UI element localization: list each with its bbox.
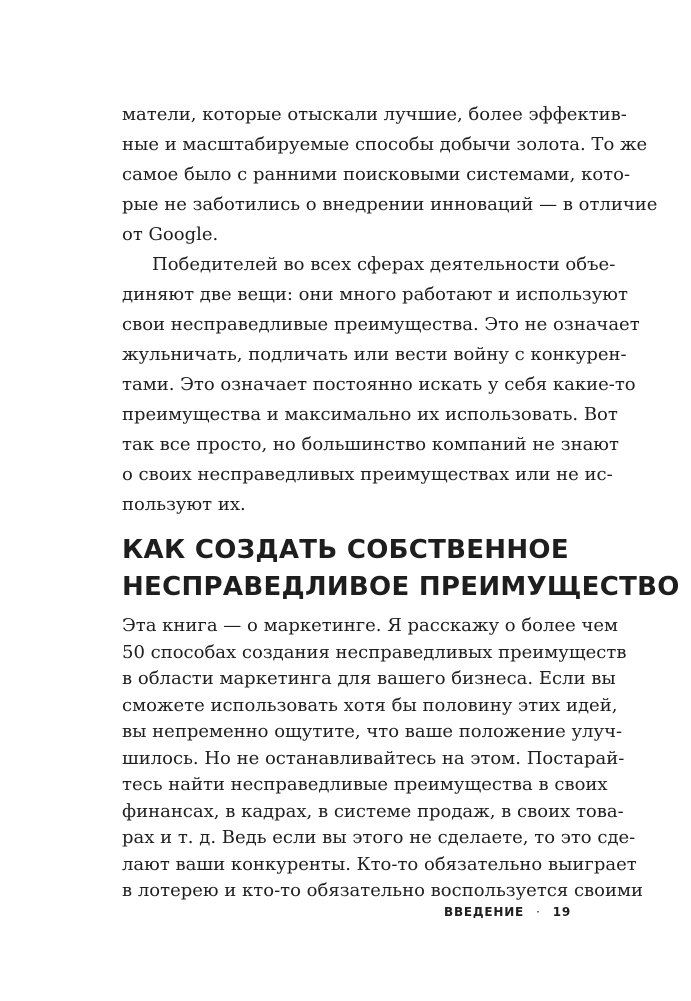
heading-line-2: НЕСПРАВЕДЛИВОЕ ПРЕИМУЩЕСТВО [122,572,680,602]
text-line: преимущества и максимально их использовать. Вот [122,404,618,425]
text-line: жульничать, подличать или вести войну с конкурен- [122,344,627,365]
text-line: так все просто, но большинство компаний не знают [122,434,619,455]
text-line: рах и т. д. Ведь если вы этого не сделаете, то это сде- [122,827,636,848]
text-line: тами. Это означает постоянно искать у себя какие-то [122,374,636,395]
text-line: вы непременно ощутите, что ваше положение улуч- [122,721,623,742]
page-footer [444,905,571,919]
text-line: свои несправедливые преимущества. Это не означает [122,314,640,335]
page-number: 19 [552,905,571,919]
text-line: ные и масштабируемые способы добычи золота. То же [122,134,648,155]
text-line: диняют две вещи: они много работают и используют [122,284,628,305]
text-line: матели, которые отыскали лучшие, более эффектив- [122,104,627,125]
footer-separator: · [536,905,541,919]
text-line: шилось. Но не останавливайтесь на этом. Постарай- [122,747,625,769]
text-line: тесь найти несправедливые преимущества в своих [122,774,608,795]
running-head: ВВЕДЕНИЕ [444,905,525,919]
text-line: Победителей во всех сферах деятельности объе- [152,254,616,275]
heading-line-1: КАК СОЗДАТЬ СОБСТВЕННОЕ [122,535,569,565]
text-line: 50 способах создания несправедливых преимуществ [122,641,627,663]
text-line: в области маркетинга для вашего бизнеса. Если вы [122,668,616,689]
text-line: рые не заботились о внедрении инноваций — в отличие [122,194,658,215]
text-line: Эта книга — о маркетинге. Я расскажу о более чем [122,615,619,636]
text-line: пользуют их. [122,494,246,515]
text-line: сможете использовать хотя бы половину этих идей, [122,694,618,716]
text-line: о своих несправедливых преимуществах или не ис- [122,464,613,485]
text-line: лают ваши конкуренты. Кто-то обязательно выиграет [122,853,637,875]
text-line: финансах, в кадрах, в системе продаж, в своих това- [122,800,624,822]
text-line: в лотерею и кто-то обязательно воспользуется своими [122,880,643,901]
text-line: от Google. [122,224,219,245]
text-line: самое было с ранними поисковыми системами, кото- [122,164,631,185]
